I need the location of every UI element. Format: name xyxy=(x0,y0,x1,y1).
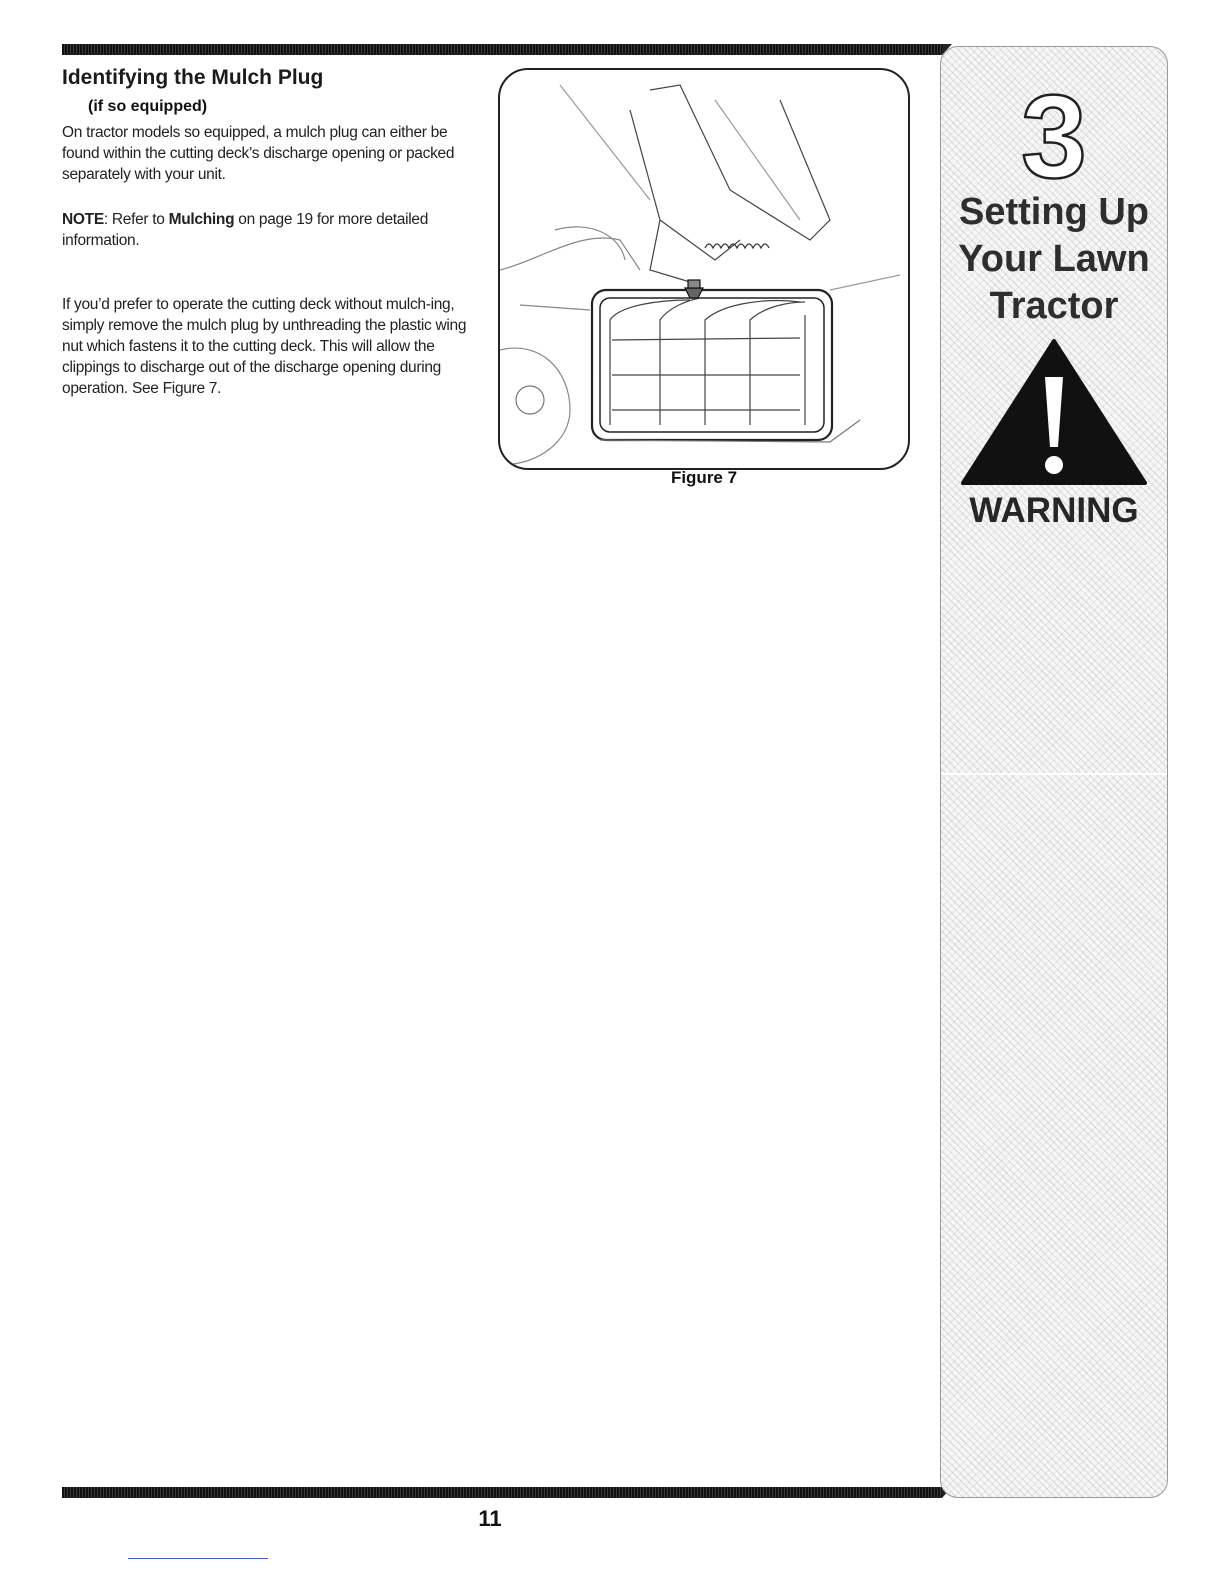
mulching-reference: Mulching xyxy=(168,211,235,228)
chapter-side-tab xyxy=(940,46,1168,1498)
intro-paragraph: On tractor models so equipped, a mulch plug can either be found within the cutting deck’s discharge opening or packed separately with your unit. xyxy=(62,124,455,183)
top-rule xyxy=(62,44,942,55)
instruction-paragraph: If you’d prefer to operate the cutting deck without mulch-ing, simply remove the mulch plug by unthreading the plastic wing nut which fastens it to the cutting deck. This will allow the clippings to discharge out of the discharge opening during operation. See Figure 7. xyxy=(62,296,467,397)
mulch-plug-drawing xyxy=(500,70,908,468)
figure-7-illustration xyxy=(498,68,910,470)
chapter-title-line-1: Setting Up xyxy=(959,191,1149,233)
figure-caption: Figure 7 xyxy=(670,468,738,487)
chapter-title-line-3: Tractor xyxy=(989,285,1119,327)
chapter-title-line-2: Your Lawn xyxy=(958,238,1150,280)
tab-divider xyxy=(941,773,1167,775)
page-number: 11 xyxy=(478,1506,502,1531)
footer-link-underline xyxy=(128,1558,268,1559)
section-heading: Identifying the Mulch Plug xyxy=(62,66,324,89)
note-text-after: on page 19 for more detailed information. xyxy=(62,211,429,249)
warning-label: WARNING xyxy=(969,491,1139,530)
section-subheading: (if so equipped) xyxy=(88,98,208,115)
note-text-before: : Refer to xyxy=(103,211,169,228)
note-label: NOTE xyxy=(62,211,104,228)
bottom-rule xyxy=(62,1487,942,1498)
note-paragraph xyxy=(62,209,472,251)
chapter-number: 3 xyxy=(1021,71,1087,203)
warning-triangle-icon xyxy=(959,337,1149,487)
chapter-title xyxy=(941,189,1167,330)
